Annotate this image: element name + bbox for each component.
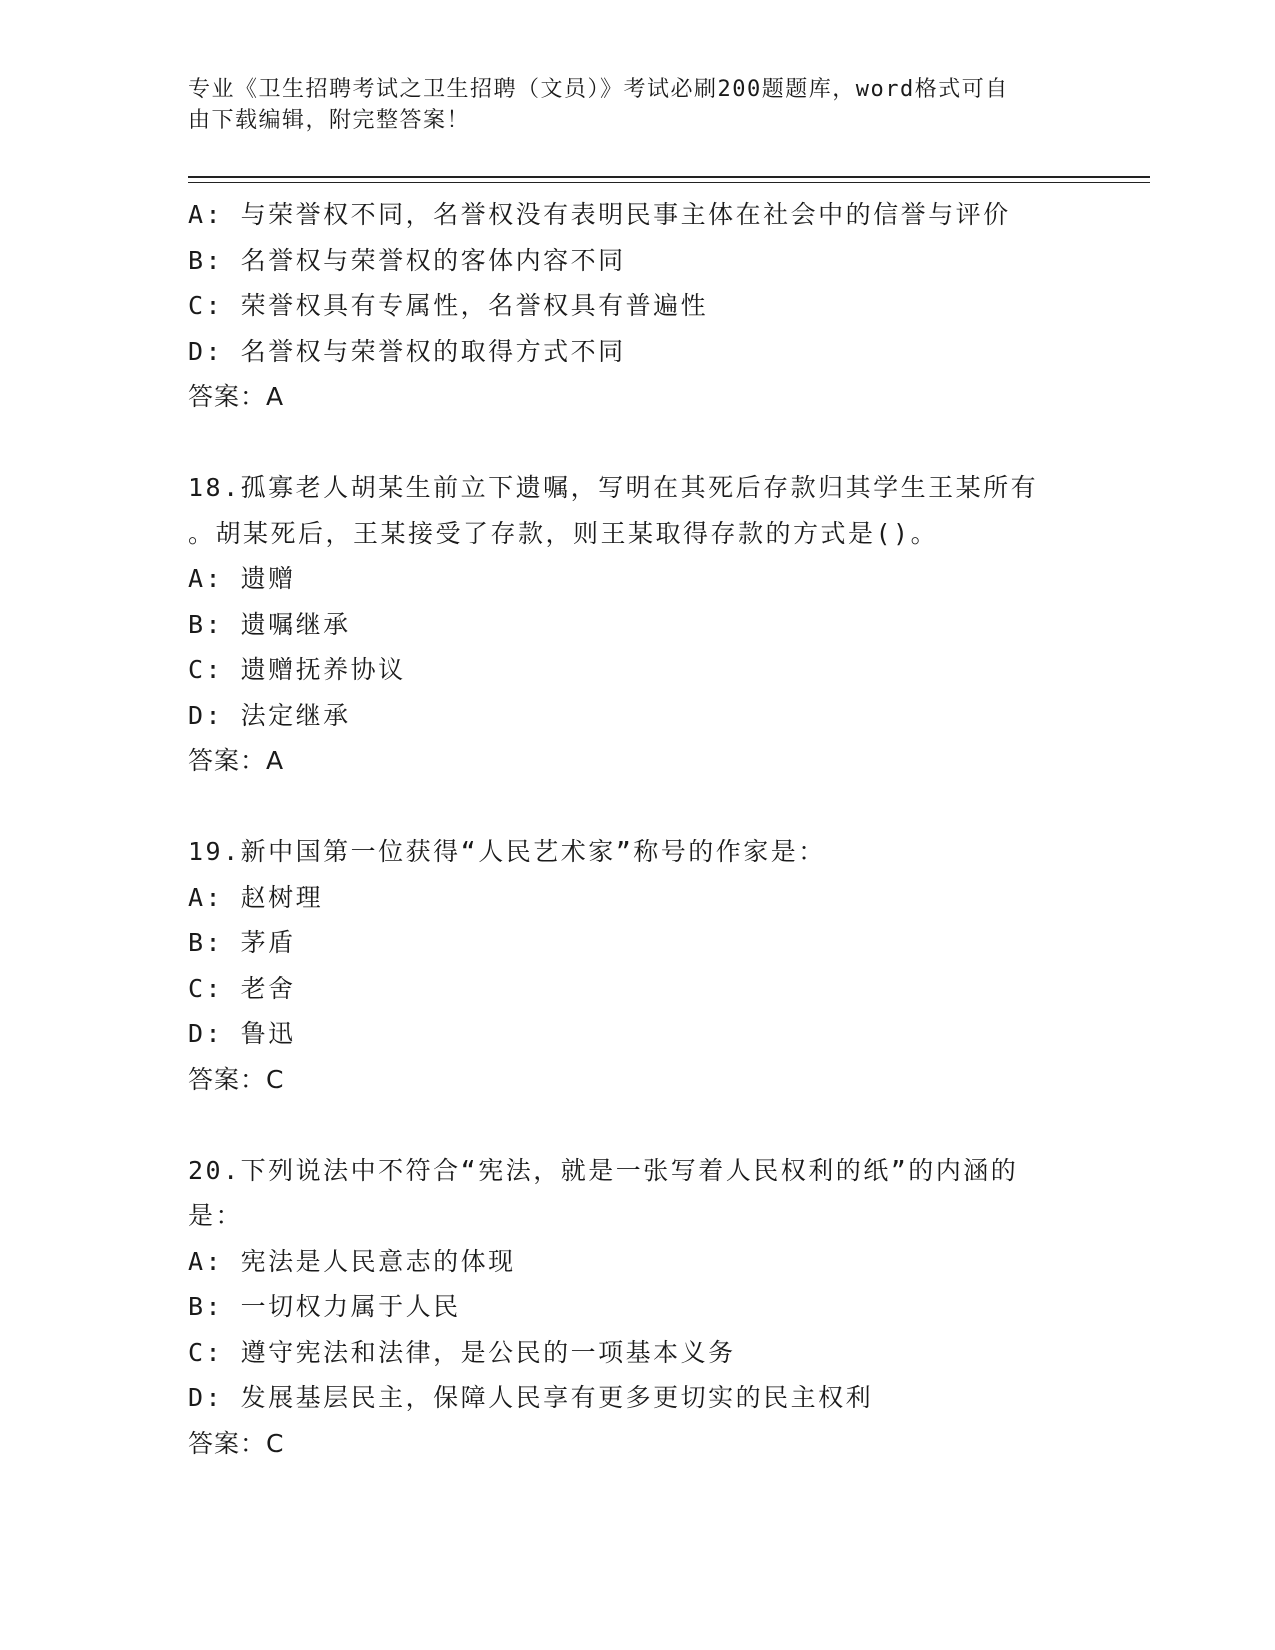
question-stem-line-1: 18.孤寡老人胡某生前立下遗嘱，写明在其死后存款归其学生王某所有 <box>188 473 1039 502</box>
option-d: D: 法定继承 <box>188 700 351 730</box>
option-b: B: 名誉权与荣誉权的客体内容不同 <box>188 245 626 275</box>
question-list <box>188 192 1088 1466</box>
question-19 <box>188 829 1088 1102</box>
answer-line: 答案：A <box>188 382 285 411</box>
document-header <box>188 74 1068 136</box>
question-stem-line-2: 。胡某死后，王某接受了存款，则王某取得存款的方式是()。 <box>188 518 939 548</box>
question-18 <box>188 465 1088 784</box>
option-d: D: 名誉权与荣誉权的取得方式不同 <box>188 336 626 366</box>
option-b: B: 一切权力属于人民 <box>188 1292 461 1321</box>
option-b: B: 茅盾 <box>188 928 296 957</box>
option-c: C: 老舍 <box>188 973 296 1003</box>
question-20 <box>188 1148 1088 1467</box>
spacer <box>188 420 1088 466</box>
option-d: D: 发展基层民主，保障人民享有更多更切实的民主权利 <box>188 1383 874 1412</box>
question-17-continuation <box>188 192 1088 420</box>
question-stem-line-1: 20.下列说法中不符合“宪法，就是一张写着人民权利的纸”的内涵的 <box>188 1155 1019 1185</box>
answer-line: 答案：C <box>188 1428 285 1458</box>
option-a: A: 与荣誉权不同，名誉权没有表明民事主体在社会中的信誉与评价 <box>188 200 1011 229</box>
spacer <box>188 784 1088 830</box>
question-stem-line-2: 是： <box>188 1201 244 1230</box>
option-c: C: 遗赠抚养协议 <box>188 655 406 684</box>
answer-line: 答案：C <box>188 1064 285 1094</box>
option-d: D: 鲁迅 <box>188 1019 296 1048</box>
question-stem-line-1: 19.新中国第一位获得“人民艺术家”称号的作家是： <box>188 837 826 866</box>
header-divider-thin <box>188 182 1150 183</box>
option-a: A: 宪法是人民意志的体现 <box>188 1246 516 1276</box>
spacer <box>188 1102 1088 1148</box>
header-line-1: 专业《卫生招聘考试之卫生招聘（文员）》考试必刷200题题库，word格式可自 <box>188 77 1009 102</box>
answer-line: 答案：A <box>188 746 285 775</box>
header-divider-thick <box>188 176 1150 178</box>
option-a: A: 赵树理 <box>188 882 324 912</box>
header-line-2: 由下载编辑，附完整答案！ <box>188 108 471 133</box>
option-b: B: 遗嘱继承 <box>188 609 351 639</box>
option-c: C: 荣誉权具有专属性，名誉权具有普遍性 <box>188 291 709 320</box>
option-a: A: 遗赠 <box>188 564 296 593</box>
option-c: C: 遵守宪法和法律，是公民的一项基本义务 <box>188 1337 736 1367</box>
